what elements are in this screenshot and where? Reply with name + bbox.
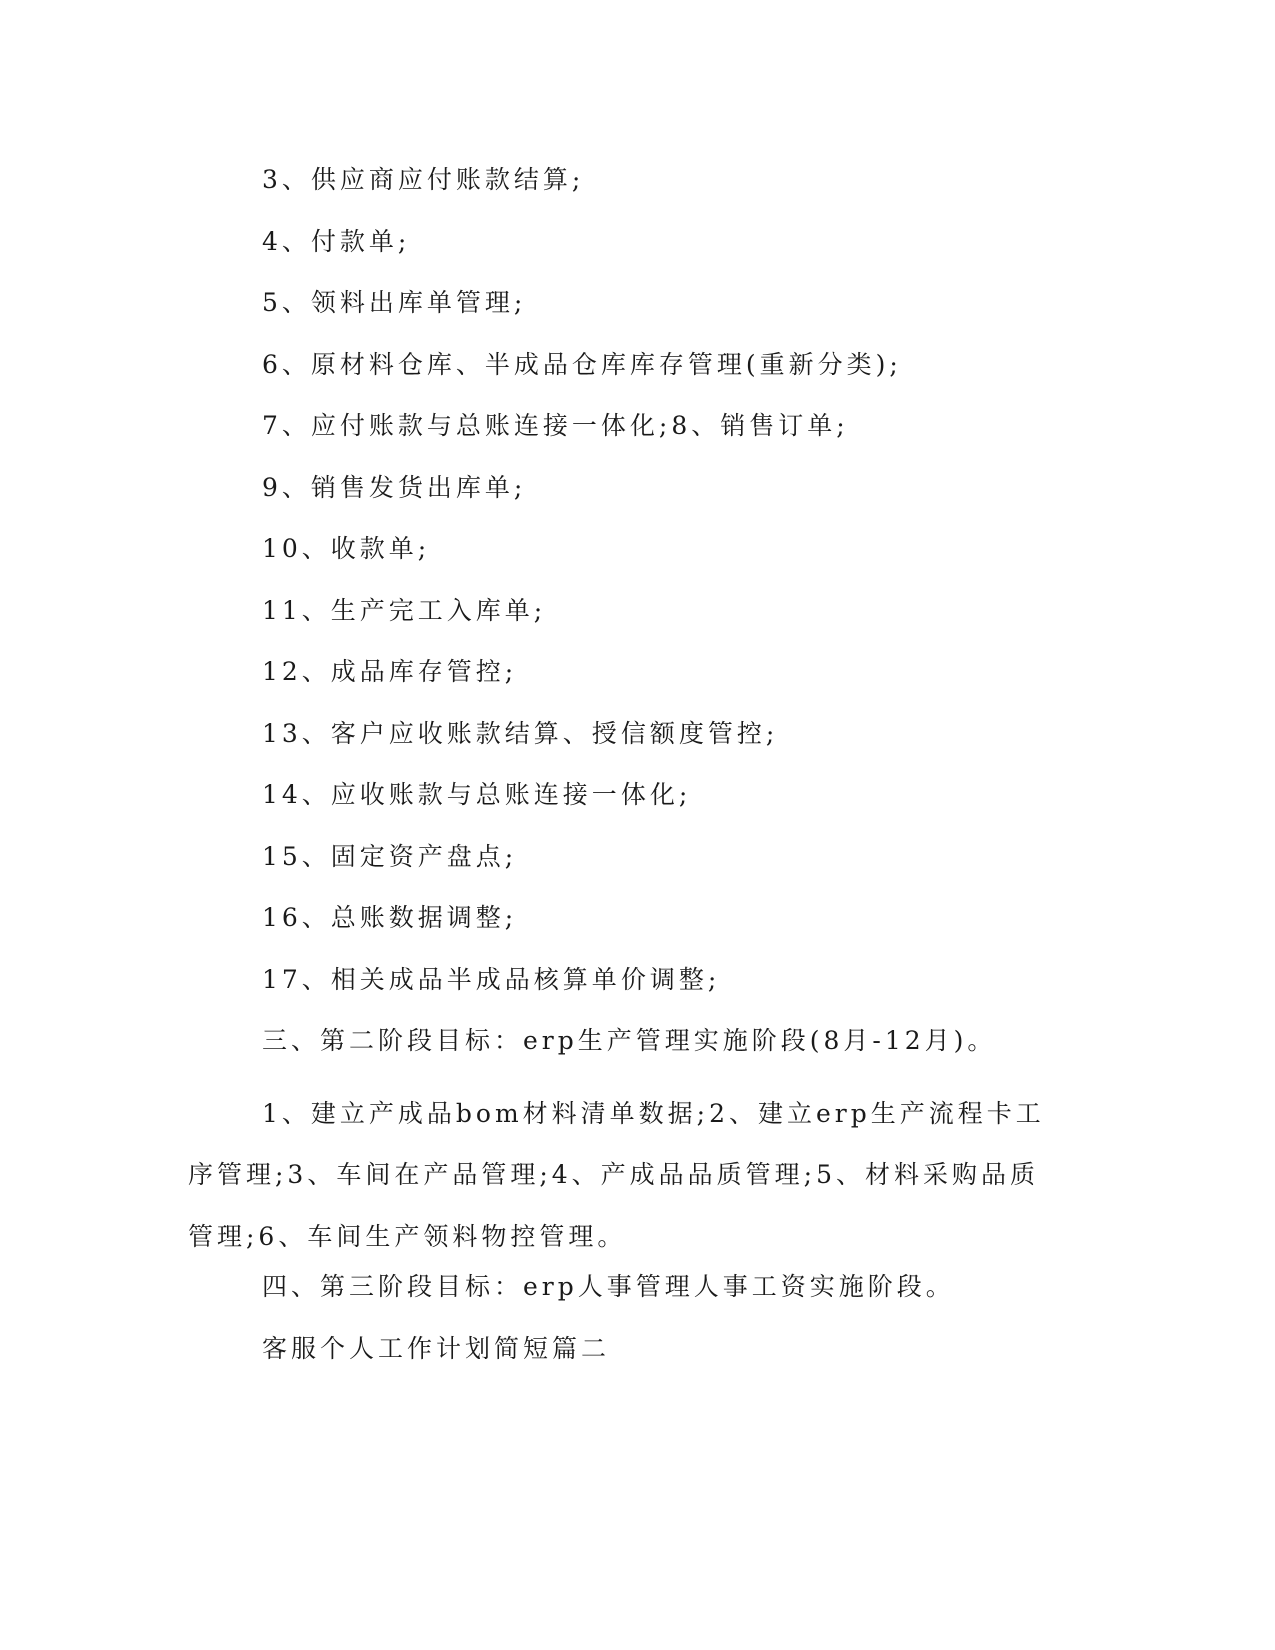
list-item: 10、收款单; xyxy=(262,534,431,563)
list-item: 9、销售发货出库单; xyxy=(262,472,527,502)
list-item: 7、应付账款与总账连接一体化;8、销售订单; xyxy=(262,411,849,440)
list-item: 4、付款单; xyxy=(262,226,411,256)
list-item: 3、供应商应付账款结算; xyxy=(262,165,585,194)
list-item: 14、应收账款与总账连接一体化; xyxy=(262,780,692,809)
list-item: 11、生产完工入库单; xyxy=(262,595,547,625)
stage3-heading: 四、第三阶段目标：erp人事管理人事工资实施阶段。 xyxy=(262,1272,955,1301)
stage2-heading: 三、第二阶段目标：erp生产管理实施阶段(8月-12月)。 xyxy=(262,1026,997,1055)
list-item: 17、相关成品半成品核算单价调整; xyxy=(262,964,721,994)
section-title: 客服个人工作计划简短篇二 xyxy=(262,1333,611,1363)
document-body xyxy=(188,160,1088,1390)
list-item: 16、总账数据调整; xyxy=(262,903,518,932)
list-item: 13、客户应收账款结算、授信额度管控; xyxy=(262,718,779,748)
list-item: 15、固定资产盘点; xyxy=(262,841,518,871)
list-item: 5、领料出库单管理; xyxy=(262,288,527,317)
list-item: 12、成品库存管控; xyxy=(262,657,518,686)
list-item: 6、原材料仓库、半成品仓库库存管理(重新分类); xyxy=(262,349,902,379)
stage2-paragraph: 1、建立产成品bom材料清单数据;2、建立erp生产流程卡工序管理;3、车间在产品管理;4、产成品品质管理;5、材料采购品质管理;6、车间生产领料物控管理。 xyxy=(188,1098,1045,1251)
